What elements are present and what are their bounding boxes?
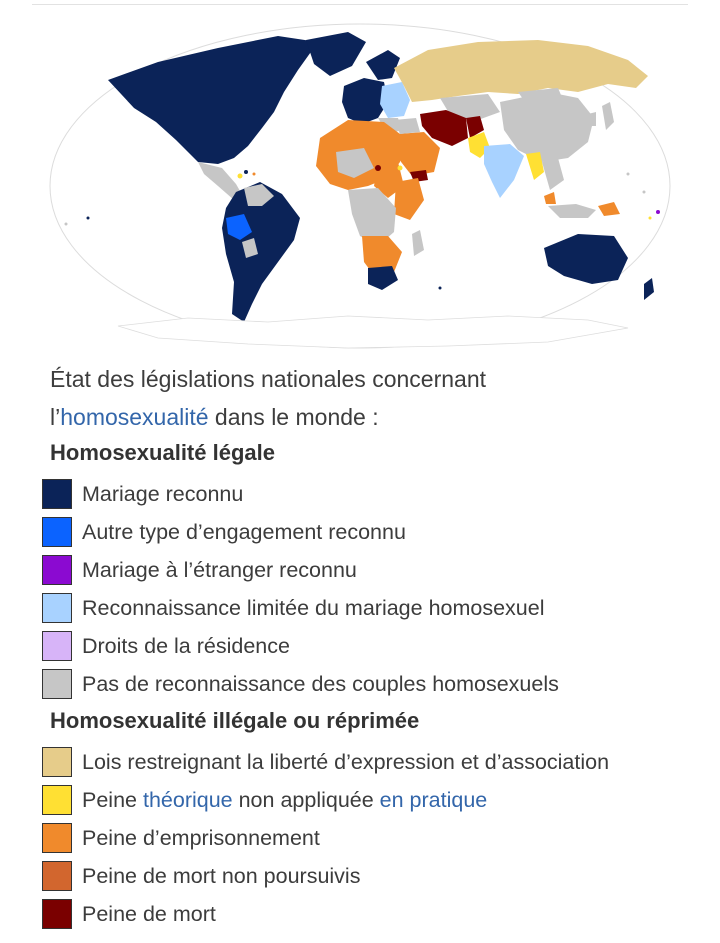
top-divider bbox=[32, 4, 688, 5]
caption-prefix: l’ bbox=[50, 404, 61, 430]
world-map[interactable] bbox=[48, 22, 672, 350]
color-swatch bbox=[42, 747, 72, 777]
homosexualite-link[interactable]: homosexualité bbox=[60, 404, 209, 430]
color-swatch bbox=[42, 517, 72, 547]
label-part: non appliquée bbox=[232, 787, 380, 812]
legend-label: Mariage reconnu bbox=[82, 481, 244, 506]
legend-item bbox=[42, 515, 406, 549]
color-swatch bbox=[42, 555, 72, 585]
legend-label: Peine d’emprisonnement bbox=[82, 825, 320, 850]
caption-suffix: dans le monde : bbox=[208, 404, 379, 430]
legend-label bbox=[82, 788, 487, 813]
caption-line-2 bbox=[50, 398, 670, 436]
en-pratique-link[interactable]: en pratique bbox=[379, 787, 488, 812]
color-swatch bbox=[42, 861, 72, 891]
legend-item bbox=[42, 783, 487, 817]
legend-item bbox=[42, 553, 357, 587]
color-swatch bbox=[42, 669, 72, 699]
new-zealand bbox=[644, 278, 654, 300]
color-swatch bbox=[42, 631, 72, 661]
legend-item bbox=[42, 477, 243, 511]
heading-legal: Homosexualité légale bbox=[50, 440, 275, 465]
legend-label: Pas de reconnaissance des couples homosexuels bbox=[82, 671, 559, 696]
legend-label: Mariage à l’étranger reconnu bbox=[82, 557, 357, 582]
legend-label: Peine de mort non poursuivis bbox=[82, 863, 361, 888]
legend-label: Lois restreignant la liberté d’expression et d’association bbox=[82, 749, 610, 774]
theorique-link[interactable]: théorique bbox=[142, 787, 233, 812]
color-swatch bbox=[42, 899, 72, 929]
legend-item bbox=[42, 667, 559, 701]
antarctica bbox=[118, 316, 628, 348]
legend-item bbox=[42, 821, 320, 855]
color-swatch bbox=[42, 479, 72, 509]
heading-illegal: Homosexualité illégale ou réprimée bbox=[50, 708, 420, 733]
legend-item bbox=[42, 745, 609, 779]
legend-item bbox=[42, 591, 545, 625]
legend-item bbox=[42, 859, 360, 893]
color-swatch bbox=[42, 823, 72, 853]
color-swatch bbox=[42, 593, 72, 623]
color-swatch bbox=[42, 785, 72, 815]
map-caption bbox=[50, 360, 670, 436]
legend-item bbox=[42, 897, 216, 931]
legend-item bbox=[42, 629, 290, 663]
label-part: Peine bbox=[82, 787, 143, 812]
legend-label: Reconnaissance limitée du mariage homosexuel bbox=[82, 595, 545, 620]
legend-label: Droits de la résidence bbox=[82, 633, 290, 658]
legend-label: Autre type d’engagement reconnu bbox=[82, 519, 406, 544]
caption-line-1: État des législations nationales concernant bbox=[50, 366, 487, 392]
peine-de-mort-link[interactable]: Peine de mort bbox=[82, 901, 216, 926]
